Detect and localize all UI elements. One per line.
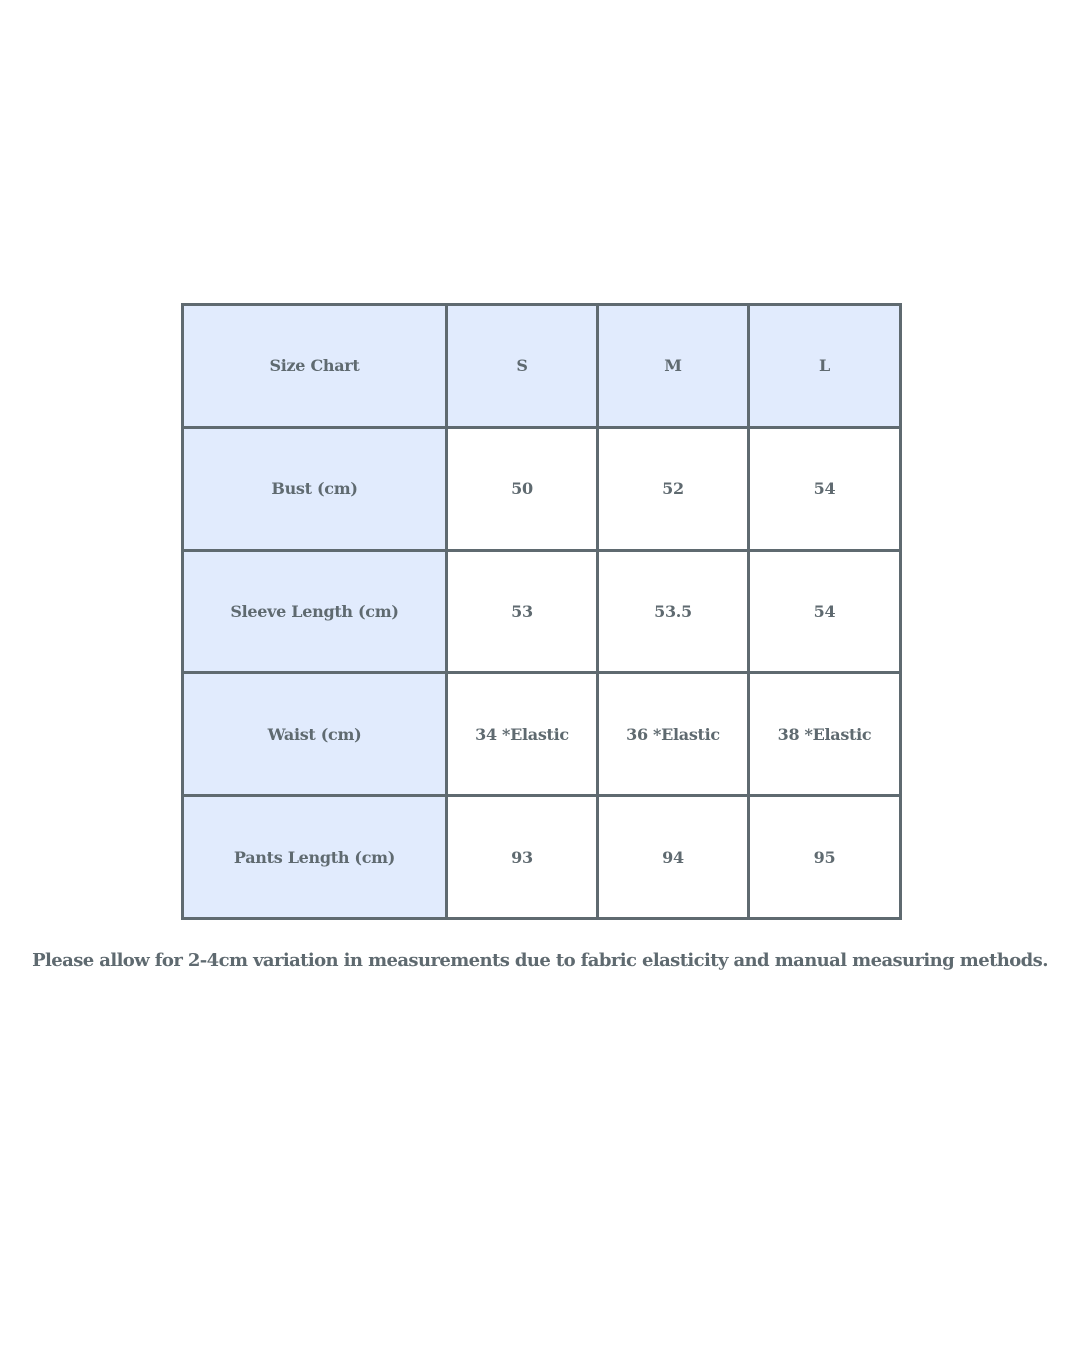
table-cell: 53	[447, 550, 598, 673]
header-cell-size-s: S	[447, 305, 598, 428]
header-cell-size-m: M	[598, 305, 749, 428]
measurement-note: Please allow for 2-4cm variation in measurements due to fabric elasticity and manual measuring methods.	[32, 950, 1048, 971]
table-cell: 53.5	[598, 550, 749, 673]
table-cell: 50	[447, 427, 598, 550]
row-label: Bust (cm)	[183, 427, 447, 550]
table-cell: 36 *Elastic	[598, 673, 749, 796]
table-cell: 93	[447, 796, 598, 919]
table-cell: 52	[598, 427, 749, 550]
table-header-row	[183, 305, 901, 428]
table-cell: 34 *Elastic	[447, 673, 598, 796]
table-row-pants-length	[183, 796, 901, 919]
table-cell: 94	[598, 796, 749, 919]
header-cell-size-l: L	[749, 305, 901, 428]
table-cell: 38 *Elastic	[749, 673, 901, 796]
table-row-bust	[183, 427, 901, 550]
row-label: Sleeve Length (cm)	[183, 550, 447, 673]
size-chart-table	[181, 303, 902, 920]
table-row-sleeve-length	[183, 550, 901, 673]
row-label: Waist (cm)	[183, 673, 447, 796]
row-label: Pants Length (cm)	[183, 796, 447, 919]
table-row-waist	[183, 673, 901, 796]
table-cell: 54	[749, 550, 901, 673]
table-cell: 95	[749, 796, 901, 919]
table-cell: 54	[749, 427, 901, 550]
header-cell-title: Size Chart	[183, 305, 447, 428]
